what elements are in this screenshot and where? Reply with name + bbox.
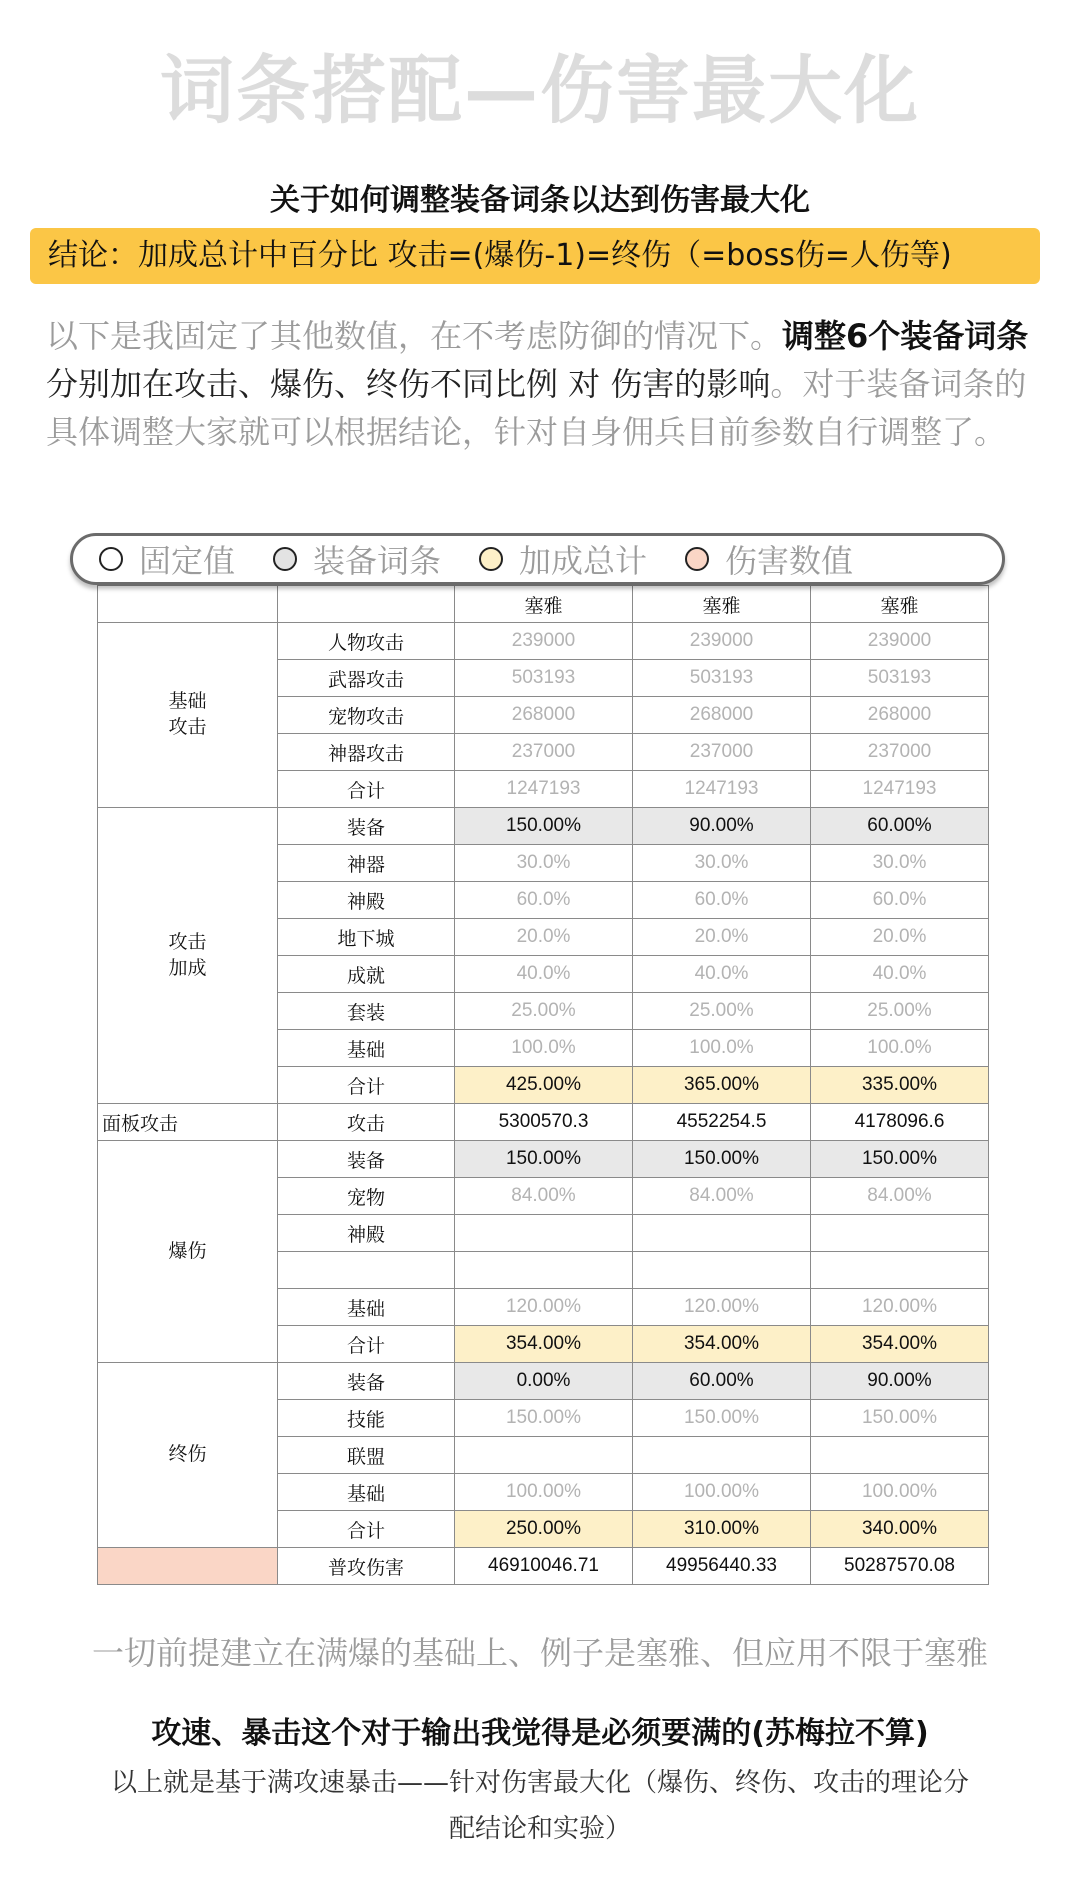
legend-label: 加成总计 bbox=[519, 542, 648, 580]
table-cell: 60.0% bbox=[455, 882, 633, 919]
group-label-panel: 面板攻击 bbox=[98, 1104, 278, 1141]
table-cell: 503193 bbox=[633, 660, 811, 697]
color-legend bbox=[70, 533, 1005, 585]
row-label: 基础 bbox=[278, 1474, 455, 1511]
intro-part2: 调整6个装备词条 bbox=[782, 317, 1029, 355]
intro-part4: 。对于装备词条的具体调整大家就可以根据结论，针对自身佣兵目前参数自行调整了。 bbox=[46, 365, 1027, 451]
table-cell: 150.00% bbox=[633, 1400, 811, 1437]
table-header-row bbox=[98, 586, 989, 623]
table-row bbox=[98, 1141, 989, 1178]
table-cell: 150.00% bbox=[455, 1400, 633, 1437]
table-cell: 268000 bbox=[811, 697, 989, 734]
legend-label: 伤害数值 bbox=[725, 542, 854, 580]
table-cell: 4178096.6 bbox=[811, 1104, 989, 1141]
table-cell: 503193 bbox=[455, 660, 633, 697]
table-cell: 20.0% bbox=[455, 919, 633, 956]
table-row-damage bbox=[98, 1548, 989, 1585]
table-cell: 40.0% bbox=[633, 956, 811, 993]
row-label: 宠物攻击 bbox=[278, 697, 455, 734]
table-cell: 237000 bbox=[633, 734, 811, 771]
table-cell: 60.00% bbox=[633, 1363, 811, 1400]
group-label-crit-damage: 爆伤 bbox=[98, 1141, 278, 1363]
table-cell: 60.0% bbox=[633, 882, 811, 919]
row-label: 合计 bbox=[278, 1511, 455, 1548]
table-cell: 150.00% bbox=[811, 1141, 989, 1178]
table-cell: 268000 bbox=[455, 697, 633, 734]
intro-part3: 分别加在攻击、爆伤、终伤不同比例 对 伤害的影响 bbox=[46, 365, 771, 403]
table-cell: 90.00% bbox=[633, 808, 811, 845]
row-label: 神器攻击 bbox=[278, 734, 455, 771]
table-cell: 120.00% bbox=[633, 1289, 811, 1326]
table-cell: 84.00% bbox=[455, 1178, 633, 1215]
row-label: 装备 bbox=[278, 808, 455, 845]
table-cell: 46910046.71 bbox=[455, 1548, 633, 1585]
table-cell: 90.00% bbox=[811, 1363, 989, 1400]
legend-circle-icon bbox=[479, 547, 503, 571]
row-label: 合计 bbox=[278, 1326, 455, 1363]
table-cell: 30.0% bbox=[455, 845, 633, 882]
table-header-cell: 塞雅 bbox=[455, 586, 633, 623]
row-label: 宠物 bbox=[278, 1178, 455, 1215]
row-label: 基础 bbox=[278, 1030, 455, 1067]
table-cell: 50287570.08 bbox=[811, 1548, 989, 1585]
table-cell: 1247193 bbox=[811, 771, 989, 808]
table-cell: 60.00% bbox=[811, 808, 989, 845]
legend-circle-icon bbox=[99, 547, 123, 571]
table-cell: 237000 bbox=[811, 734, 989, 771]
table-cell bbox=[633, 1252, 811, 1289]
table-cell: 120.00% bbox=[455, 1289, 633, 1326]
table-cell: 100.00% bbox=[811, 1474, 989, 1511]
table-row bbox=[98, 1104, 989, 1141]
table-cell: 365.00% bbox=[633, 1067, 811, 1104]
table-cell: 239000 bbox=[455, 623, 633, 660]
table-cell bbox=[455, 1252, 633, 1289]
row-label: 神殿 bbox=[278, 1215, 455, 1252]
table-row bbox=[98, 623, 989, 660]
table-cell: 100.00% bbox=[455, 1474, 633, 1511]
table-header-empty bbox=[278, 586, 455, 623]
table-cell bbox=[455, 1437, 633, 1474]
table-cell: 268000 bbox=[633, 697, 811, 734]
row-label: 武器攻击 bbox=[278, 660, 455, 697]
table-cell: 0.00% bbox=[455, 1363, 633, 1400]
article-subtitle: 关于如何调整装备词条以达到伤害最大化 bbox=[270, 183, 810, 218]
table-cell bbox=[455, 1215, 633, 1252]
table-cell: 335.00% bbox=[811, 1067, 989, 1104]
table-cell: 49956440.33 bbox=[633, 1548, 811, 1585]
table-cell: 25.00% bbox=[811, 993, 989, 1030]
damage-table bbox=[97, 585, 989, 1585]
legend-label: 固定值 bbox=[139, 542, 236, 580]
table-cell: 150.00% bbox=[455, 808, 633, 845]
table-cell: 354.00% bbox=[633, 1326, 811, 1363]
row-label: 基础 bbox=[278, 1289, 455, 1326]
row-label: 神殿 bbox=[278, 882, 455, 919]
table-cell: 237000 bbox=[455, 734, 633, 771]
legend-item-fixed bbox=[99, 536, 235, 582]
table-cell: 40.0% bbox=[811, 956, 989, 993]
table-cell: 25.00% bbox=[455, 993, 633, 1030]
table-cell: 354.00% bbox=[455, 1326, 633, 1363]
row-label: 人物攻击 bbox=[278, 623, 455, 660]
table-cell: 25.00% bbox=[633, 993, 811, 1030]
table-cell: 84.00% bbox=[633, 1178, 811, 1215]
legend-label: 装备词条 bbox=[313, 542, 442, 580]
table-cell: 100.00% bbox=[633, 1474, 811, 1511]
table-cell: 425.00% bbox=[455, 1067, 633, 1104]
table-cell-empty bbox=[98, 1548, 278, 1585]
legend-item-equipment bbox=[273, 536, 441, 582]
table-cell: 100.0% bbox=[633, 1030, 811, 1067]
table-cell: 150.00% bbox=[811, 1400, 989, 1437]
row-label: 套装 bbox=[278, 993, 455, 1030]
table-cell: 5300570.3 bbox=[455, 1104, 633, 1141]
row-label: 联盟 bbox=[278, 1437, 455, 1474]
table-header-cell: 塞雅 bbox=[811, 586, 989, 623]
conclusion-banner: 结论：加成总计中百分比 攻击=(爆伤-1)=终伤（=boss伤=人伤等) bbox=[30, 228, 1040, 284]
legend-circle-icon bbox=[685, 547, 709, 571]
table-cell: 20.0% bbox=[811, 919, 989, 956]
table-cell: 150.00% bbox=[633, 1141, 811, 1178]
group-label-attack-bonus: 攻击 加成 bbox=[98, 808, 278, 1104]
table-cell: 30.0% bbox=[633, 845, 811, 882]
row-label: 合计 bbox=[278, 1067, 455, 1104]
table-cell: 250.00% bbox=[455, 1511, 633, 1548]
table-cell: 150.00% bbox=[455, 1141, 633, 1178]
table-cell: 30.0% bbox=[811, 845, 989, 882]
table-cell: 354.00% bbox=[811, 1326, 989, 1363]
footer-summary: 以上就是基于满攻速暴击——针对伤害最大化（爆伤、终伤、攻击的理论分配结论和实验） bbox=[110, 1768, 969, 1844]
row-label: 地下城 bbox=[278, 919, 455, 956]
table-cell: 239000 bbox=[633, 623, 811, 660]
row-label: 普攻伤害 bbox=[278, 1548, 455, 1585]
table-cell bbox=[633, 1437, 811, 1474]
table-cell: 84.00% bbox=[811, 1178, 989, 1215]
intro-paragraph bbox=[46, 312, 1036, 456]
table-cell bbox=[811, 1252, 989, 1289]
group-label-final-damage: 终伤 bbox=[98, 1363, 278, 1548]
row-label: 神器 bbox=[278, 845, 455, 882]
table-cell: 4552254.5 bbox=[633, 1104, 811, 1141]
group-label-base-attack: 基础 攻击 bbox=[98, 623, 278, 808]
table-cell: 310.00% bbox=[633, 1511, 811, 1548]
table-cell: 120.00% bbox=[811, 1289, 989, 1326]
table-cell bbox=[633, 1215, 811, 1252]
table-cell: 1247193 bbox=[455, 771, 633, 808]
row-label: 装备 bbox=[278, 1363, 455, 1400]
row-label: 攻击 bbox=[278, 1104, 455, 1141]
row-label: 成就 bbox=[278, 956, 455, 993]
table-cell: 100.0% bbox=[811, 1030, 989, 1067]
footer-note: 一切前提建立在满爆的基础上、例子是塞雅、但应用不限于塞雅 bbox=[91, 1634, 988, 1672]
table-cell: 340.00% bbox=[811, 1511, 989, 1548]
table-row bbox=[98, 808, 989, 845]
table-cell: 239000 bbox=[811, 623, 989, 660]
page-title: 词条搭配—伤害最大化 bbox=[160, 48, 920, 134]
table-cell bbox=[811, 1215, 989, 1252]
intro-part1: 以下是我固定了其他数值，在不考虑防御的情况下。 bbox=[46, 317, 783, 355]
row-label: 合计 bbox=[278, 771, 455, 808]
table-cell: 100.0% bbox=[455, 1030, 633, 1067]
row-label: 装备 bbox=[278, 1141, 455, 1178]
footer-emphasis: 攻速、暴击这个对于输出我觉得是必须要满的(苏梅拉不算) bbox=[151, 1716, 929, 1751]
table-cell: 20.0% bbox=[633, 919, 811, 956]
table-row bbox=[98, 1363, 989, 1400]
table-cell bbox=[811, 1437, 989, 1474]
table-header-cell: 塞雅 bbox=[633, 586, 811, 623]
table-header-empty bbox=[98, 586, 278, 623]
table-cell: 60.0% bbox=[811, 882, 989, 919]
table-cell: 40.0% bbox=[455, 956, 633, 993]
table-cell: 503193 bbox=[811, 660, 989, 697]
row-label bbox=[278, 1252, 455, 1289]
row-label: 技能 bbox=[278, 1400, 455, 1437]
legend-circle-icon bbox=[273, 547, 297, 571]
legend-item-total bbox=[479, 536, 647, 582]
table-cell: 1247193 bbox=[633, 771, 811, 808]
legend-item-damage bbox=[685, 536, 853, 582]
